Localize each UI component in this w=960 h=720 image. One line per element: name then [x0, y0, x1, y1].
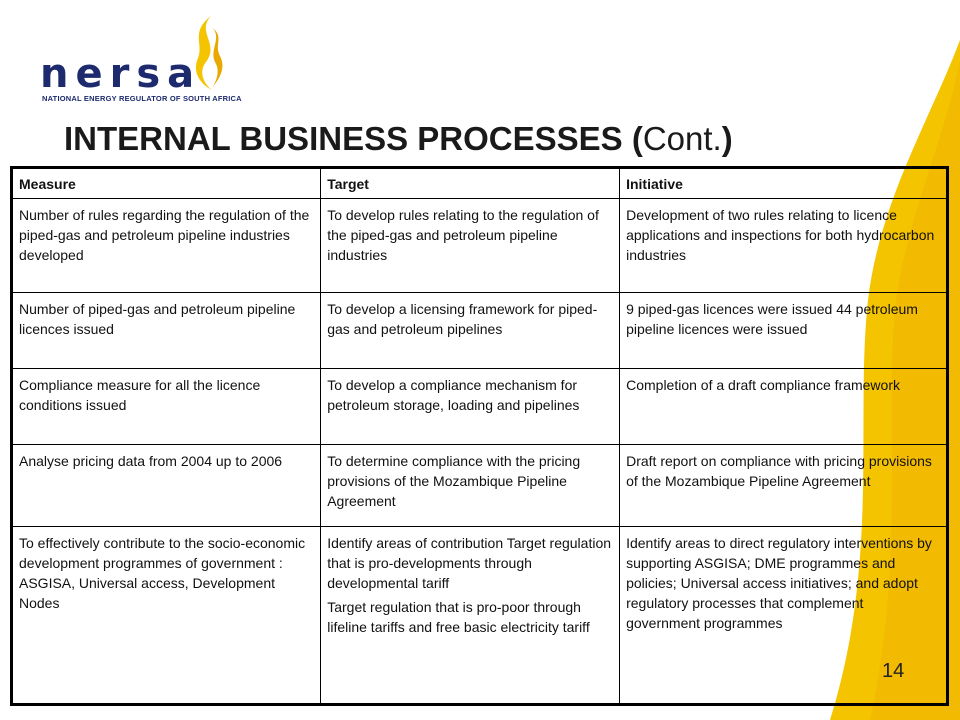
nersa-logo	[36, 14, 286, 109]
table-row	[13, 445, 947, 527]
page-title	[64, 117, 733, 161]
title-cont: Cont.	[642, 120, 722, 157]
cell-measure: Number of piped-gas and petroleum pipeline licences issued	[13, 293, 321, 369]
cell-measure: To effectively contribute to the socio-economic development programmes of government : ASGISA, Universal access, Development Nodes	[13, 527, 321, 704]
page-number: 14	[882, 660, 905, 682]
cell-measure: Number of rules regarding the regulation of the piped-gas and petroleum pipeline industries developed	[13, 199, 321, 293]
table-row	[13, 527, 947, 704]
header-measure: Measure	[13, 169, 321, 199]
table-header-row	[13, 169, 947, 199]
cell-measure: Compliance measure for all the licence conditions issued	[13, 369, 321, 445]
cell-target-part-1: Identify areas of contribution Target regulation that is pro-developments through developmental tariff	[327, 535, 612, 591]
table-row	[13, 293, 947, 369]
cell-initiative: 9 piped-gas licences were issued 44 petroleum pipeline licences were issued	[620, 293, 947, 369]
cell-target: To develop rules relating to the regulation of the piped-gas and petroleum pipeline industries	[321, 199, 620, 293]
cell-initiative: Draft report on compliance with pricing provisions of the Mozambique Pipeline Agreement	[620, 445, 947, 527]
cell-target	[321, 527, 620, 704]
title-close: )	[721, 120, 733, 157]
cell-measure: Analyse pricing data from 2004 up to 2006	[13, 445, 321, 527]
table-row	[13, 199, 947, 293]
cell-initiative: Completion of a draft compliance framework	[620, 369, 947, 445]
logo-subtitle: NATIONAL ENERGY REGULATOR OF SOUTH AFRICA	[42, 94, 242, 103]
header-initiative: Initiative	[620, 169, 947, 199]
cell-initiative: Identify areas to direct regulatory interventions by supporting ASGISA; DME programmes and policies; Universal access initiatives; and adopt regulatory processes that complement government programmes	[620, 527, 947, 704]
logo-wordmark: nersa	[40, 51, 202, 97]
title-main: INTERNAL BUSINESS PROCESSES (	[64, 120, 643, 157]
cell-target: To determine compliance with the pricing provisions of the Mozambique Pipeline Agreement	[321, 445, 620, 527]
cell-initiative: Development of two rules relating to licence applications and inspections for both hydrocarbon industries	[620, 199, 947, 293]
cell-target: To develop a compliance mechanism for petroleum storage, loading and pipelines	[321, 369, 620, 445]
cell-target: To develop a licensing framework for piped-gas and petroleum pipelines	[321, 293, 620, 369]
header-target: Target	[321, 169, 620, 199]
table-row	[13, 369, 947, 445]
cell-target-part-2: Target regulation that is pro-poor through lifeline tariffs and free basic electricity tariff	[327, 599, 590, 635]
processes-table	[10, 166, 949, 706]
